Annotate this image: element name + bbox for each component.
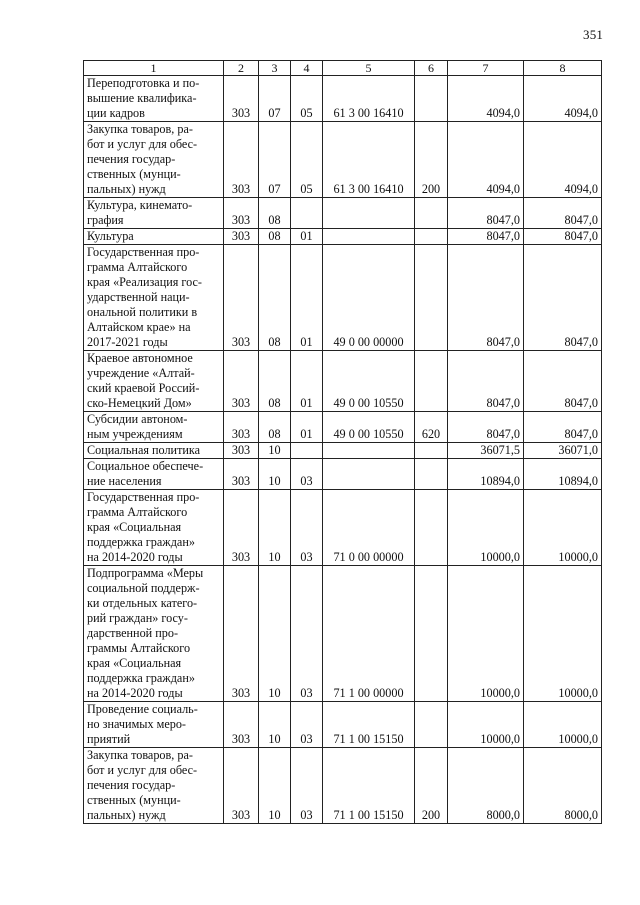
row-amount-7: 10000,0 — [448, 702, 524, 748]
table-row — [84, 245, 602, 351]
row-expense-type — [415, 702, 448, 748]
row-subsection-code: 05 — [291, 122, 323, 198]
row-expense-type: 620 — [415, 412, 448, 443]
row-expense-type — [415, 229, 448, 245]
row-target-article — [323, 443, 415, 459]
row-amount-8: 4094,0 — [524, 122, 602, 198]
row-amount-7: 8000,0 — [448, 748, 524, 824]
table-row — [84, 566, 602, 702]
row-ministry-code: 303 — [224, 459, 259, 490]
row-amount-7: 36071,5 — [448, 443, 524, 459]
row-subsection-code: 05 — [291, 76, 323, 122]
row-amount-7: 10000,0 — [448, 566, 524, 702]
header-row — [84, 61, 602, 76]
row-ministry-code: 303 — [224, 490, 259, 566]
row-name: Проведение социаль- но значимых меро- приятий — [84, 702, 224, 748]
table-row — [84, 490, 602, 566]
row-ministry-code: 303 — [224, 245, 259, 351]
table-row — [84, 122, 602, 198]
page-number: 351 — [583, 27, 604, 42]
row-target-article: 61 3 00 16410 — [323, 122, 415, 198]
row-subsection-code: 03 — [291, 490, 323, 566]
budget-table — [83, 60, 602, 824]
row-ministry-code: 303 — [224, 198, 259, 229]
row-name: Переподготовка и по- вышение квалифика- ции кадров — [84, 76, 224, 122]
row-name: Государственная про- грамма Алтайского края «Социальная поддержка граждан» на 2014-2020 годы — [84, 490, 224, 566]
row-subsection-code: 01 — [291, 412, 323, 443]
row-section-code: 10 — [259, 443, 291, 459]
header-col-5: 5 — [323, 61, 415, 76]
row-target-article: 49 0 00 10550 — [323, 351, 415, 412]
row-expense-type — [415, 443, 448, 459]
row-expense-type — [415, 459, 448, 490]
header-col-8: 8 — [524, 61, 602, 76]
row-amount-8: 10000,0 — [524, 566, 602, 702]
row-subsection-code: 03 — [291, 748, 323, 824]
row-amount-8: 10000,0 — [524, 702, 602, 748]
row-target-article: 71 1 00 00000 — [323, 566, 415, 702]
row-section-code: 08 — [259, 198, 291, 229]
header-col-6: 6 — [415, 61, 448, 76]
row-target-article — [323, 229, 415, 245]
row-ministry-code: 303 — [224, 229, 259, 245]
row-subsection-code: 01 — [291, 351, 323, 412]
row-subsection-code: 01 — [291, 245, 323, 351]
row-target-article: 49 0 00 10550 — [323, 412, 415, 443]
header-col-1: 1 — [84, 61, 224, 76]
table-row — [84, 748, 602, 824]
row-amount-8: 10894,0 — [524, 459, 602, 490]
row-target-article: 49 0 00 00000 — [323, 245, 415, 351]
row-name: Подпрограмма «Меры социальной поддерж- ки отдельных катего- рий граждан» госу- дарственной про- граммы Алтайского края «Социальная поддержка граждан» на 2014-2020 годы — [84, 566, 224, 702]
row-ministry-code: 303 — [224, 351, 259, 412]
row-expense-type — [415, 245, 448, 351]
row-name: Социальное обеспече- ние населения — [84, 459, 224, 490]
row-ministry-code: 303 — [224, 122, 259, 198]
row-expense-type — [415, 351, 448, 412]
row-ministry-code: 303 — [224, 412, 259, 443]
row-amount-7: 8047,0 — [448, 412, 524, 443]
row-amount-7: 8047,0 — [448, 245, 524, 351]
table-row — [84, 702, 602, 748]
row-name: Закупка товаров, ра- бот и услуг для обес- печения государ- ственных (мунци- пальных) нужд — [84, 122, 224, 198]
header-col-2: 2 — [224, 61, 259, 76]
row-name: Социальная политика — [84, 443, 224, 459]
row-section-code: 08 — [259, 229, 291, 245]
row-amount-8: 4094,0 — [524, 76, 602, 122]
row-amount-7: 8047,0 — [448, 351, 524, 412]
row-expense-type: 200 — [415, 748, 448, 824]
row-expense-type — [415, 490, 448, 566]
row-amount-7: 10000,0 — [448, 490, 524, 566]
row-amount-7: 8047,0 — [448, 229, 524, 245]
row-name: Субсидии автоном- ным учреждениям — [84, 412, 224, 443]
row-section-code: 10 — [259, 748, 291, 824]
row-subsection-code: 03 — [291, 566, 323, 702]
row-amount-7: 4094,0 — [448, 122, 524, 198]
table-row — [84, 198, 602, 229]
row-name: Закупка товаров, ра- бот и услуг для обес- печения государ- ственных (мунци- пальных) нужд — [84, 748, 224, 824]
row-section-code: 08 — [259, 245, 291, 351]
row-amount-7: 4094,0 — [448, 76, 524, 122]
table-row — [84, 412, 602, 443]
row-subsection-code: 01 — [291, 229, 323, 245]
row-amount-8: 8047,0 — [524, 412, 602, 443]
row-ministry-code: 303 — [224, 443, 259, 459]
row-section-code: 07 — [259, 122, 291, 198]
row-name: Краевое автономное учреждение «Алтай- ский краевой Россий- ско-Немецкий Дом» — [84, 351, 224, 412]
row-ministry-code: 303 — [224, 76, 259, 122]
header-col-7: 7 — [448, 61, 524, 76]
row-target-article: 61 3 00 16410 — [323, 76, 415, 122]
row-amount-8: 8047,0 — [524, 198, 602, 229]
row-section-code: 10 — [259, 566, 291, 702]
row-expense-type — [415, 198, 448, 229]
table-row — [84, 351, 602, 412]
row-target-article: 71 1 00 15150 — [323, 702, 415, 748]
header-col-4: 4 — [291, 61, 323, 76]
row-expense-type: 200 — [415, 122, 448, 198]
row-section-code: 07 — [259, 76, 291, 122]
row-subsection-code — [291, 198, 323, 229]
row-target-article — [323, 459, 415, 490]
row-section-code: 08 — [259, 412, 291, 443]
row-amount-8: 8047,0 — [524, 245, 602, 351]
table-row — [84, 459, 602, 490]
row-ministry-code: 303 — [224, 566, 259, 702]
row-name: Культура, кинемато- графия — [84, 198, 224, 229]
row-subsection-code — [291, 443, 323, 459]
row-section-code: 10 — [259, 490, 291, 566]
row-name: Государственная про- грамма Алтайского края «Реализация гос- ударственной наци- ональной политики в Алтайском крае» на 2017-2021 годы — [84, 245, 224, 351]
row-amount-7: 10894,0 — [448, 459, 524, 490]
row-target-article: 71 0 00 00000 — [323, 490, 415, 566]
table-row — [84, 443, 602, 459]
row-amount-8: 8047,0 — [524, 351, 602, 412]
row-ministry-code: 303 — [224, 702, 259, 748]
table-row — [84, 229, 602, 245]
row-section-code: 10 — [259, 702, 291, 748]
header-col-3: 3 — [259, 61, 291, 76]
row-name: Культура — [84, 229, 224, 245]
row-ministry-code: 303 — [224, 748, 259, 824]
row-amount-8: 8000,0 — [524, 748, 602, 824]
row-amount-8: 8047,0 — [524, 229, 602, 245]
row-expense-type — [415, 566, 448, 702]
row-expense-type — [415, 76, 448, 122]
row-amount-8: 10000,0 — [524, 490, 602, 566]
row-amount-8: 36071,0 — [524, 443, 602, 459]
row-target-article — [323, 198, 415, 229]
row-subsection-code: 03 — [291, 459, 323, 490]
table-row — [84, 76, 602, 122]
row-subsection-code: 03 — [291, 702, 323, 748]
row-amount-7: 8047,0 — [448, 198, 524, 229]
row-section-code: 08 — [259, 351, 291, 412]
row-section-code: 10 — [259, 459, 291, 490]
row-target-article: 71 1 00 15150 — [323, 748, 415, 824]
